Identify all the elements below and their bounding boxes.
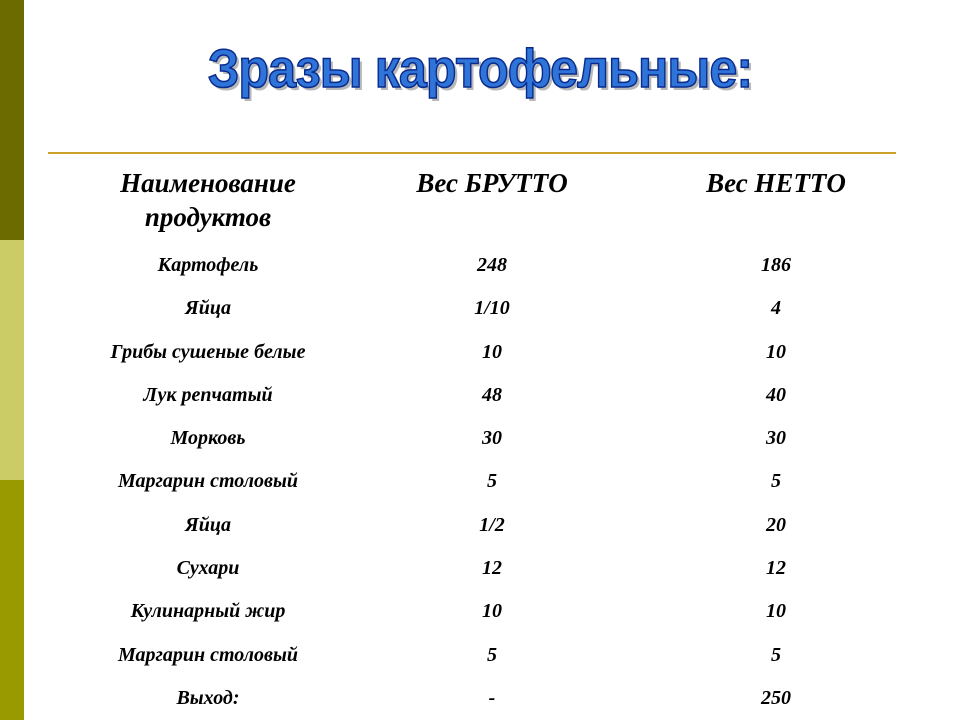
gross-weight: 12: [482, 557, 502, 580]
table-row: [0, 331, 960, 374]
net-weight: 10: [766, 600, 786, 623]
ingredient-name: Выход:: [176, 686, 240, 709]
net-weight: 12: [766, 557, 786, 580]
header-gross-weight: Вес БРУТТО: [416, 168, 568, 198]
ingredient-name: Маргарин столовый: [118, 643, 298, 666]
net-weight: 4: [771, 297, 781, 320]
table-row: [0, 460, 960, 503]
header-net-weight: Вес НЕТТО: [706, 168, 846, 198]
ingredient-name: Лук репчатый: [143, 383, 273, 406]
header-product-name: [58, 166, 358, 234]
gross-weight: 10: [482, 600, 502, 623]
ingredient-name: Картофель: [157, 254, 259, 276]
net-weight: 186: [761, 254, 791, 276]
header-product-name-line2: продуктов: [144, 202, 272, 232]
gross-weight: -: [488, 686, 496, 709]
table-row-total: [0, 677, 960, 720]
net-weight: 20: [766, 513, 786, 536]
table-row: [0, 590, 960, 633]
slide-title: Зразы картофельные:: [207, 39, 753, 99]
gross-weight: 1/10: [474, 297, 510, 320]
net-weight: 250: [761, 686, 791, 709]
ingredient-name: Кулинарный жир: [130, 600, 286, 623]
ingredients-table: [0, 244, 960, 720]
table-row: [0, 374, 960, 417]
ingredient-name: Грибы сушеные белые: [110, 340, 306, 363]
net-weight: 30: [766, 427, 786, 450]
table-row: [0, 547, 960, 590]
table-row: [0, 417, 960, 460]
net-weight: 40: [766, 383, 786, 406]
gross-weight: 5: [487, 643, 497, 666]
gross-weight: 30: [482, 427, 502, 450]
header-product-name-line1: Наименование: [120, 168, 296, 198]
ingredient-name: Морковь: [170, 427, 246, 450]
ingredient-name: Яйца: [184, 297, 232, 320]
gross-weight: 48: [482, 383, 502, 406]
gross-weight: 10: [482, 340, 502, 363]
ingredient-name: Сухари: [176, 557, 240, 580]
gross-weight: 5: [487, 470, 497, 493]
ingredient-name: Яйца: [184, 513, 232, 536]
net-weight: 5: [771, 643, 781, 666]
net-weight: 10: [766, 340, 786, 363]
table-row: [0, 634, 960, 677]
table-row: [0, 287, 960, 330]
ingredient-name: Маргарин столовый: [118, 470, 298, 493]
table-row: [0, 504, 960, 547]
table-row: [0, 244, 960, 287]
gross-weight: 1/2: [479, 513, 505, 536]
gross-weight: 248: [477, 254, 507, 276]
title-divider: [48, 152, 896, 154]
sidebar-accent-top: [0, 0, 24, 240]
net-weight: 5: [771, 470, 781, 493]
